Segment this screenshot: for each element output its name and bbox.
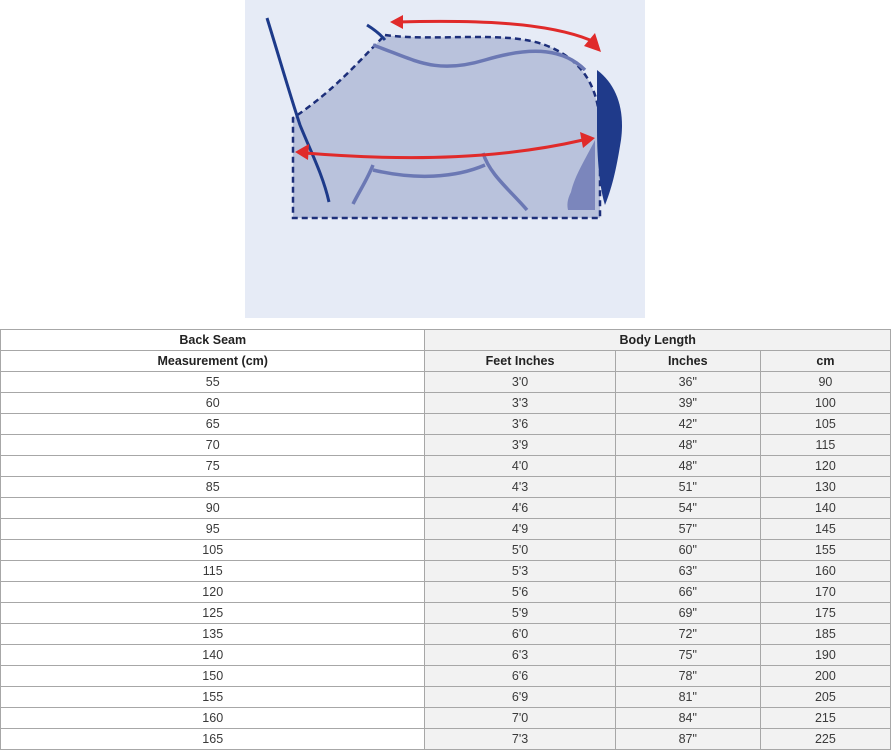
inches-cell: 54" bbox=[615, 498, 760, 519]
table-row bbox=[1, 729, 891, 750]
feet-inches-cell: 7'3 bbox=[425, 729, 615, 750]
cm-cell: 140 bbox=[760, 498, 890, 519]
table-row bbox=[1, 414, 891, 435]
inches-cell: 39" bbox=[615, 393, 760, 414]
inches-cell: 36" bbox=[615, 372, 760, 393]
cm-cell: 145 bbox=[760, 519, 890, 540]
cm-cell: 185 bbox=[760, 624, 890, 645]
feet-inches-cell: 3'0 bbox=[425, 372, 615, 393]
feet-inches-cell: 6'3 bbox=[425, 645, 615, 666]
feet-inches-cell: 3'9 bbox=[425, 435, 615, 456]
feet-inches-cell: 6'6 bbox=[425, 666, 615, 687]
table-row bbox=[1, 561, 891, 582]
cm-cell: 130 bbox=[760, 477, 890, 498]
back-seam-cell: 165 bbox=[1, 729, 425, 750]
cm-cell: 200 bbox=[760, 666, 890, 687]
table-row bbox=[1, 582, 891, 603]
back-seam-cell: 135 bbox=[1, 624, 425, 645]
inches-cell: 60" bbox=[615, 540, 760, 561]
back-seam-cell: 125 bbox=[1, 603, 425, 624]
feet-inches-cell: 6'0 bbox=[425, 624, 615, 645]
feet-inches-cell: 4'3 bbox=[425, 477, 615, 498]
inches-header: Inches bbox=[615, 351, 760, 372]
cm-cell: 155 bbox=[760, 540, 890, 561]
table-row bbox=[1, 540, 891, 561]
table-row bbox=[1, 393, 891, 414]
inches-cell: 51" bbox=[615, 477, 760, 498]
back-seam-cell: 120 bbox=[1, 582, 425, 603]
back-seam-cell: 70 bbox=[1, 435, 425, 456]
inches-cell: 81" bbox=[615, 687, 760, 708]
cm-header: cm bbox=[760, 351, 890, 372]
size-chart-table bbox=[0, 329, 891, 750]
header-row-1 bbox=[1, 330, 891, 351]
inches-cell: 69" bbox=[615, 603, 760, 624]
table-row bbox=[1, 666, 891, 687]
cm-cell: 115 bbox=[760, 435, 890, 456]
table-row bbox=[1, 708, 891, 729]
back-seam-cell: 105 bbox=[1, 540, 425, 561]
table-row bbox=[1, 624, 891, 645]
back-seam-cell: 85 bbox=[1, 477, 425, 498]
feet-inches-cell: 3'3 bbox=[425, 393, 615, 414]
rug-outline bbox=[293, 35, 600, 218]
feet-inches-cell: 7'0 bbox=[425, 708, 615, 729]
top-arrow-head-right bbox=[584, 33, 601, 52]
inches-cell: 84" bbox=[615, 708, 760, 729]
cm-cell: 105 bbox=[760, 414, 890, 435]
horse-rug-icon bbox=[245, 0, 645, 318]
header-row-2 bbox=[1, 351, 891, 372]
back-seam-cell: 65 bbox=[1, 414, 425, 435]
back-seam-cell: 160 bbox=[1, 708, 425, 729]
back-seam-cell: 55 bbox=[1, 372, 425, 393]
feet-inches-cell: 4'9 bbox=[425, 519, 615, 540]
back-seam-cell: 95 bbox=[1, 519, 425, 540]
cm-cell: 175 bbox=[760, 603, 890, 624]
inches-cell: 72" bbox=[615, 624, 760, 645]
inches-cell: 57" bbox=[615, 519, 760, 540]
top-arrow-head-left bbox=[390, 15, 403, 29]
feet-inches-cell: 4'6 bbox=[425, 498, 615, 519]
cm-cell: 120 bbox=[760, 456, 890, 477]
table-row bbox=[1, 477, 891, 498]
feet-inches-cell: 4'0 bbox=[425, 456, 615, 477]
feet-inches-header: Feet Inches bbox=[425, 351, 615, 372]
feet-inches-cell: 5'3 bbox=[425, 561, 615, 582]
inches-cell: 78" bbox=[615, 666, 760, 687]
body-length-header: Body Length bbox=[425, 330, 891, 351]
back-seam-cell: 115 bbox=[1, 561, 425, 582]
feet-inches-cell: 5'0 bbox=[425, 540, 615, 561]
table-row bbox=[1, 645, 891, 666]
feet-inches-cell: 5'9 bbox=[425, 603, 615, 624]
cm-cell: 225 bbox=[760, 729, 890, 750]
cm-cell: 100 bbox=[760, 393, 890, 414]
horse-rug-measurement-diagram bbox=[245, 0, 645, 318]
measurement-header: Measurement (cm) bbox=[1, 351, 425, 372]
table-row bbox=[1, 372, 891, 393]
table-row bbox=[1, 456, 891, 477]
inches-cell: 48" bbox=[615, 456, 760, 477]
table-row bbox=[1, 498, 891, 519]
back-seam-cell: 75 bbox=[1, 456, 425, 477]
back-seam-cell: 140 bbox=[1, 645, 425, 666]
table-row bbox=[1, 435, 891, 456]
inches-cell: 48" bbox=[615, 435, 760, 456]
horse-mane-line bbox=[367, 25, 385, 40]
table-row bbox=[1, 519, 891, 540]
inches-cell: 75" bbox=[615, 645, 760, 666]
cm-cell: 170 bbox=[760, 582, 890, 603]
inches-cell: 66" bbox=[615, 582, 760, 603]
horse-tail bbox=[597, 70, 622, 205]
feet-inches-cell: 3'6 bbox=[425, 414, 615, 435]
table-row bbox=[1, 687, 891, 708]
cm-cell: 205 bbox=[760, 687, 890, 708]
back-seam-cell: 60 bbox=[1, 393, 425, 414]
back-seam-cell: 155 bbox=[1, 687, 425, 708]
table-row bbox=[1, 603, 891, 624]
cm-cell: 160 bbox=[760, 561, 890, 582]
cm-cell: 190 bbox=[760, 645, 890, 666]
cm-cell: 90 bbox=[760, 372, 890, 393]
inches-cell: 63" bbox=[615, 561, 760, 582]
back-seam-cell: 150 bbox=[1, 666, 425, 687]
inches-cell: 87" bbox=[615, 729, 760, 750]
feet-inches-cell: 6'9 bbox=[425, 687, 615, 708]
back-seam-header: Back Seam bbox=[1, 330, 425, 351]
back-seam-cell: 90 bbox=[1, 498, 425, 519]
cm-cell: 215 bbox=[760, 708, 890, 729]
feet-inches-cell: 5'6 bbox=[425, 582, 615, 603]
inches-cell: 42" bbox=[615, 414, 760, 435]
